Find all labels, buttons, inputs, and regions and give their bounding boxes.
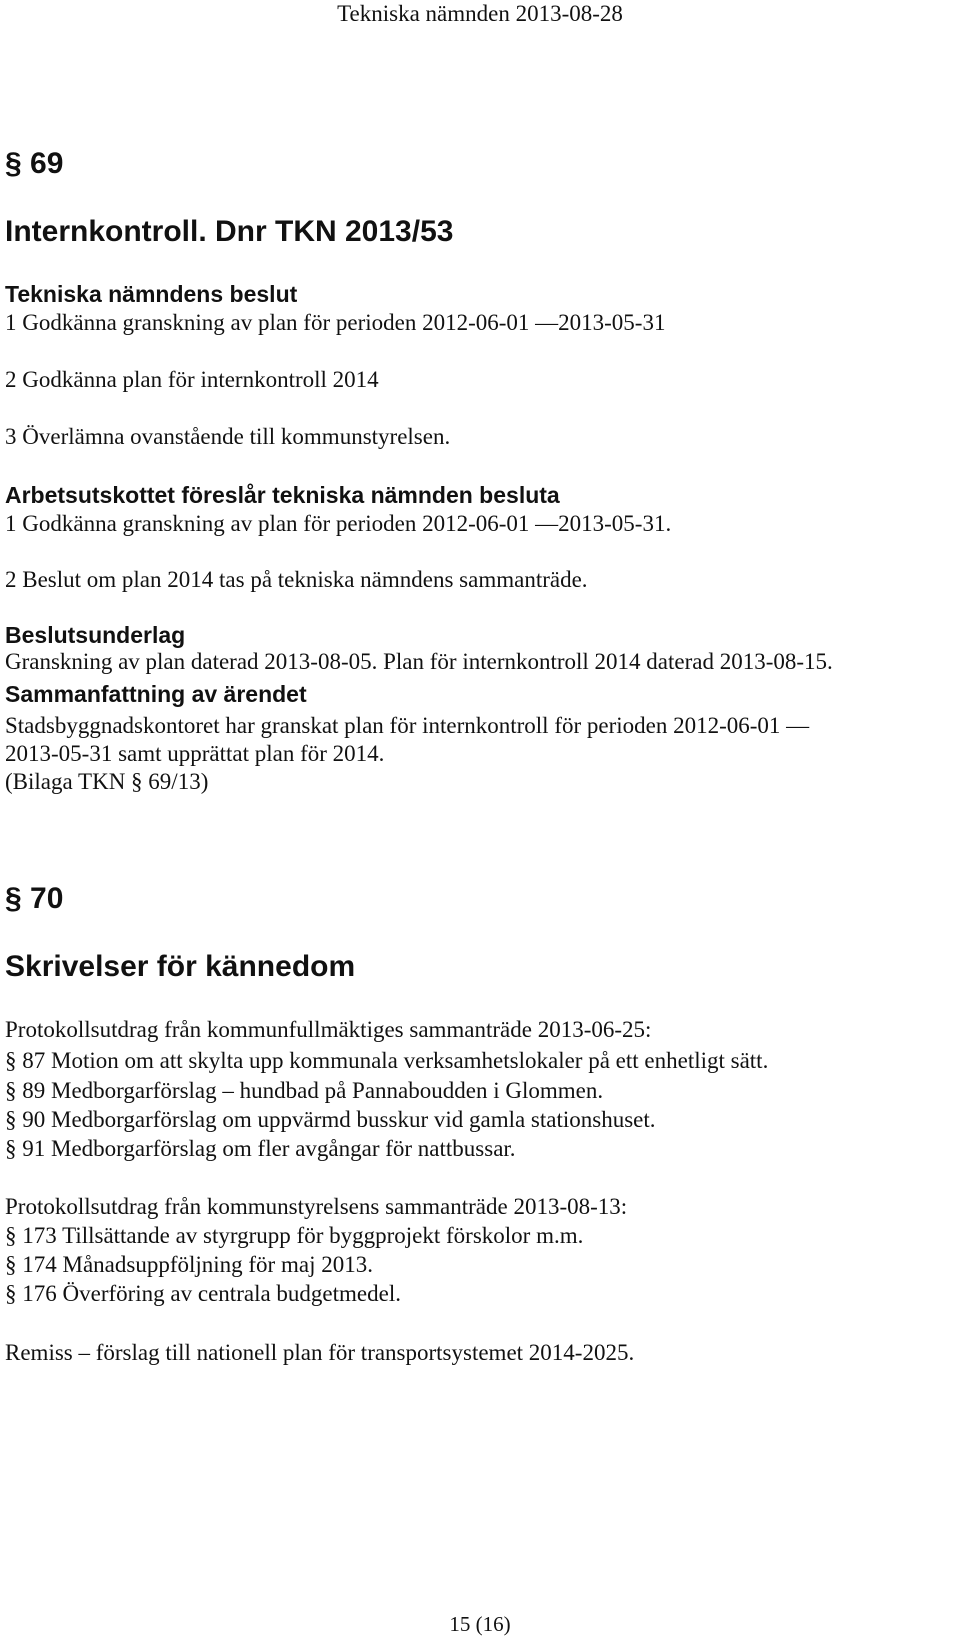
proposal-heading: Arbetsutskottet föreslår tekniska nämnden besluta: [5, 482, 560, 508]
section-69-number: § 69: [5, 147, 64, 180]
group1-item: § 87 Motion om att skylta upp kommunala verksamhetslokaler på ett enhetligt sätt.: [5, 1048, 769, 1073]
decision-item: 1 Godkänna granskning av plan för perioden 2012-06-01 —2013-05-31: [5, 310, 666, 335]
section-69-title: Internkontroll. Dnr TKN 2013/53: [5, 215, 454, 248]
remiss-text: Remiss – förslag till nationell plan för transportsystemet 2014-2025.: [5, 1340, 635, 1365]
summary-line: Stadsbyggnadskontoret har granskat plan för internkontroll för perioden 2012-06-01 —: [5, 713, 810, 738]
group1-heading: Protokollsutdrag från kommunfullmäktiges sammanträde 2013-06-25:: [5, 1017, 652, 1042]
proposal-item: 1 Godkänna granskning av plan för perioden 2012-06-01 —2013-05-31.: [5, 511, 672, 536]
basis-text: Granskning av plan daterad 2013-08-05. Plan för internkontroll 2014 daterad 2013-08-15.: [5, 649, 833, 674]
attachment-reference: (Bilaga TKN § 69/13): [5, 769, 209, 794]
summary-heading: Sammanfattning av ärendet: [5, 681, 307, 707]
group2-item: § 176 Överföring av centrala budgetmedel.: [5, 1281, 401, 1306]
decision-item: 2 Godkänna plan för internkontroll 2014: [5, 367, 379, 392]
group2-item: § 173 Tillsättande av styrgrupp för byggprojekt förskolor m.m.: [5, 1223, 584, 1248]
page-header: Tekniska nämnden 2013-08-28: [337, 1, 623, 26]
decision-item: 3 Överlämna ovanstående till kommunstyrelsen.: [5, 424, 451, 449]
section-70-number: § 70: [5, 882, 64, 915]
group1-item: § 90 Medborgarförslag om uppvärmd busskur vid gamla stationshuset.: [5, 1107, 656, 1132]
page-number: 15 (16): [449, 1612, 511, 1636]
basis-heading: Beslutsunderlag: [5, 622, 186, 648]
group1-item: § 91 Medborgarförslag om fler avgångar för nattbussar.: [5, 1136, 516, 1161]
proposal-item: 2 Beslut om plan 2014 tas på tekniska nämndens sammanträde.: [5, 567, 588, 592]
section-70-title: Skrivelser för kännedom: [5, 950, 356, 983]
group1-item: § 89 Medborgarförslag – hundbad på Pannaboudden i Glommen.: [5, 1078, 604, 1103]
summary-line: 2013-05-31 samt upprättat plan för 2014.: [5, 741, 385, 766]
group2-item: § 174 Månadsuppföljning för maj 2013.: [5, 1252, 373, 1277]
decision-heading: Tekniska nämndens beslut: [5, 281, 298, 307]
group2-heading: Protokollsutdrag från kommunstyrelsens sammanträde 2013-08-13:: [5, 1194, 628, 1219]
